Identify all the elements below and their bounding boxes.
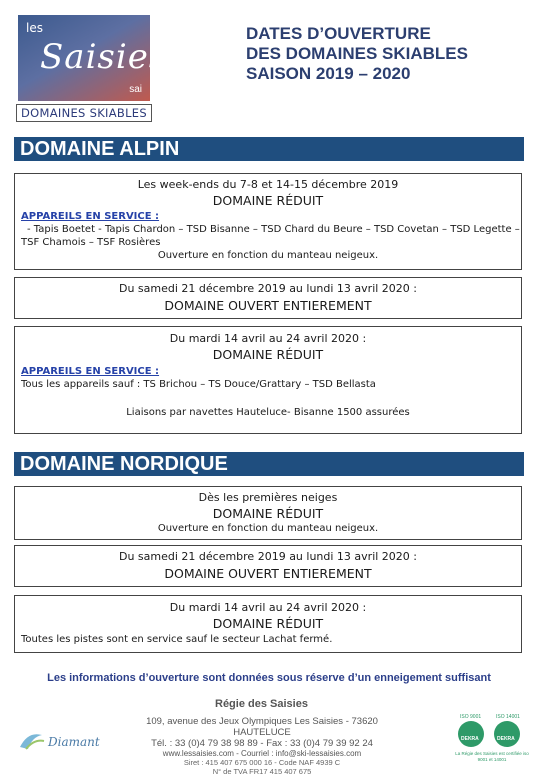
certification-block [452,714,532,770]
dekra-label-1: DEKRA [461,736,479,742]
nordique-box1-status: DOMAINE RÉDUIT [212,506,324,521]
page-title [246,24,468,84]
title-line-1: DATES D’OUVERTURE [246,24,431,43]
web-email-text: www.lessaisies.com - Courriel : info@ski-lessaisies.com [162,749,362,758]
alpin-box-full [14,277,522,319]
logo-subtitle: DOMAINES SKIABLES [16,104,152,122]
nordique-box-full [14,545,522,587]
tva-text: N° de TVA FR17 415 407 675 [212,767,312,776]
disclaimer-note: Les informations d’ouverture sont données sous réserve d’un enneigement suffisant [47,672,491,684]
logo-name-text: Saisies [40,37,168,77]
alpin-box1-line1: - Tapis Boetet - Tapis Chardon – TSD Bisanne – TSD Chard du Beure – TSD Covetan – TSD Legette – [27,224,520,235]
alpin-box3-label: APPAREILS EN SERVICE : [21,366,160,377]
alpin-box3-line1: Tous les appareils sauf : TS Brichou – TS Douce/Grattary – TSD Bellasta [21,379,376,390]
alpin-box1-label: APPAREILS EN SERVICE : [21,211,160,222]
nordique-box2-status: DOMAINE OUVERT ENTIEREMENT [164,566,372,581]
alpin-box1-status: DOMAINE RÉDUIT [212,193,324,208]
alpin-box2-status: DOMAINE OUVERT ENTIEREMENT [164,298,372,313]
alpin-box-weekends [14,173,522,270]
alpin-box1-line2: TSF Chamois – TSF Rosières [21,237,161,248]
alpin-box3-status: DOMAINE RÉDUIT [212,347,324,362]
contact-block [122,716,402,776]
siret-text: Siret : 415 407 675 000 16 - Code NAF 4939 C [183,758,341,767]
nordique-box1-dates: Dès les premières neiges [198,491,338,504]
phone-fax-text: Tél. : 33 (0)4 79 38 98 89 - Fax : 33 (0)4 79 39 92 24 [151,738,373,749]
iso-note-text: La Régie des Saisies est certifiée iso 9001 et 14001 [455,751,529,762]
nordique-box3-status: DOMAINE RÉDUIT [212,616,324,631]
section-header-alpin [14,137,524,161]
alpin-box-april [14,326,522,434]
nordique-box-april [14,595,522,653]
logo-les-text: les [26,21,43,35]
alpin-box1-note: Ouverture en fonction du manteau neigeux. [157,250,379,261]
alpin-box3-dates: Du mardi 14 avril au 24 avril 2020 : [169,332,367,345]
title-line-3: SAISON 2019 – 2020 [246,64,411,83]
diamant-text: Diamant [48,735,100,749]
nordique-box2-dates: Du samedi 21 décembre 2019 au lundi 13 avril 2020 : [118,550,418,563]
diamant-logo [18,725,98,755]
regie-name: Régie des Saisies [215,698,308,710]
iso-14001-text: ISO 14001 [496,714,520,720]
nordique-box3-dates: Du mardi 14 avril au 24 avril 2020 : [169,601,367,614]
iso-9001-text: ISO 9001 [460,714,482,720]
nordique-box3-line1: Toutes les pistes sont en service sauf le secteur Lachat fermé. [21,634,333,645]
dekra-label-2: DEKRA [497,736,515,742]
alpin-box1-dates: Les week-ends du 7-8 et 14-15 décembre 2019 [137,178,399,191]
logo-sai-text: sai [129,84,142,95]
dekra-badge-1-icon [458,721,484,747]
alpin-box3-line2: Liaisons par navettes Hauteluce- Bisanne 1500 assurées [126,407,410,418]
dekra-badge-2-icon [494,721,520,747]
nordique-box1-note: Ouverture en fonction du manteau neigeux. [157,523,379,534]
section-title-alpin: DOMAINE ALPIN [20,138,180,160]
nordique-box-first-snow [14,486,522,540]
section-title-nordique: DOMAINE NORDIQUE [20,453,228,475]
address-text: 109, avenue des Jeux Olympiques Les Saisies - 73620 HAUTELUCE [146,716,378,738]
section-header-nordique [14,452,524,476]
title-line-2: DES DOMAINES SKIABLES [246,44,468,63]
saisies-logo [18,15,168,101]
alpin-box2-dates: Du samedi 21 décembre 2019 au lundi 13 avril 2020 : [118,282,418,295]
